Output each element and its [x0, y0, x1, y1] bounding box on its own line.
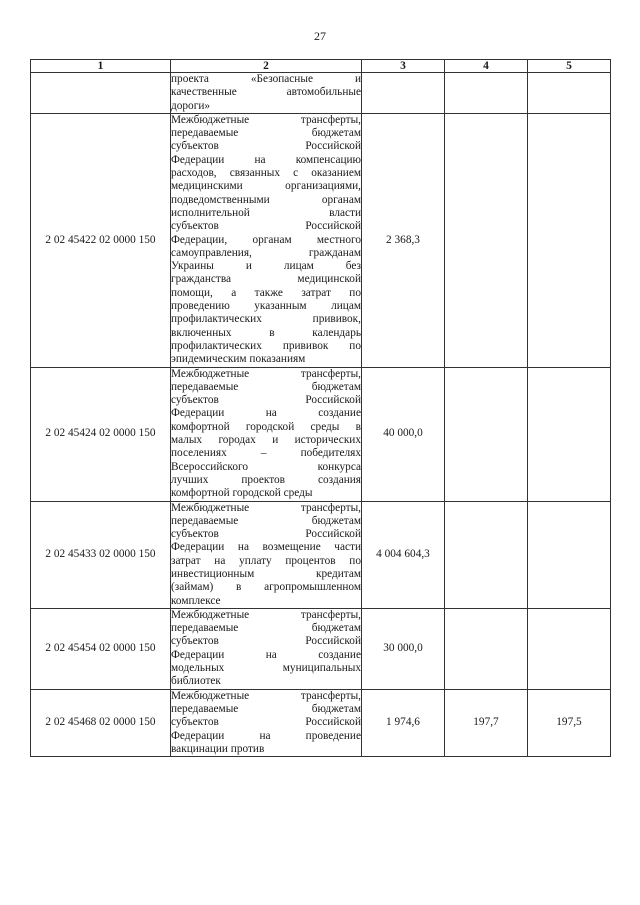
amount-cell-col5 [528, 367, 611, 501]
description-line: передаваемые бюджетам [171, 380, 361, 393]
page-number: 27 [314, 29, 326, 43]
amount-cell-col4 [445, 608, 528, 689]
description-cell [171, 608, 362, 689]
description-line: субъектов Российской [171, 220, 361, 233]
description-line: медицинскими организациями, [171, 180, 361, 193]
amount-cell-col3: 1 974,6 [362, 689, 445, 756]
description-line: передаваемые бюджетам [171, 514, 361, 527]
description-line: библиотек [171, 675, 221, 688]
description-line: затрат на уплату процентов по [171, 554, 361, 567]
description-line: комплексе [171, 594, 221, 607]
description-line: проведению указанным лицам [171, 300, 361, 313]
description-line: комфортной городской среды в [171, 420, 361, 433]
amount-cell-col3 [362, 73, 445, 114]
table-header-row [31, 60, 611, 73]
description-line: Федерации на компенсацию [171, 153, 361, 166]
description-line: модельных муниципальных [171, 662, 361, 675]
description-line: расходов, связанных с оказанием [171, 167, 361, 180]
amount-cell-col4 [445, 73, 528, 114]
table-row [31, 689, 611, 756]
description-line: включенных в календарь [171, 326, 361, 339]
description-line: поселениях – победителях [171, 447, 361, 460]
description-line: субъектов Российской [171, 716, 361, 729]
description-line: передаваемые бюджетам [171, 127, 361, 140]
description-line: исполнительной власти [171, 206, 361, 219]
table-body [31, 73, 611, 757]
description-line: субъектов Российской [171, 394, 361, 407]
table-row [31, 73, 611, 114]
description-line: Федерации, органам местного [171, 233, 361, 246]
description-line: помощи, а также затрат по [171, 286, 361, 299]
description-line: инвестиционным кредитам [171, 567, 361, 580]
amount-cell-col5 [528, 608, 611, 689]
description-line: гражданства медицинской [171, 273, 361, 286]
revenue-code-cell: 2 02 45424 02 0000 150 [31, 367, 171, 501]
description-line: проекта «Безопасные и [171, 73, 361, 85]
revenue-code-cell [31, 73, 171, 114]
description-line: Межбюджетные трансферты, [171, 113, 361, 126]
amount-cell-col4 [445, 367, 528, 501]
description-line: эпидемическим показаниям [171, 353, 306, 366]
description-line: профилактических прививок по [171, 339, 361, 352]
amount-cell-col3: 40 000,0 [362, 367, 445, 501]
amount-cell-col3: 30 000,0 [362, 608, 445, 689]
description-line: самоуправления, гражданам [171, 246, 361, 259]
amount-cell-col4 [445, 113, 528, 367]
amount-cell-col4: 197,7 [445, 689, 528, 756]
description-line: лучших проектов создания [171, 473, 361, 486]
description-cell [171, 367, 362, 501]
description-line: (займам) в агропромышленном [171, 581, 361, 594]
table-row [31, 113, 611, 367]
column-header-2: 2 [171, 60, 362, 73]
amount-cell-col5 [528, 113, 611, 367]
description-line: Межбюджетные трансферты, [171, 608, 361, 621]
description-line: Межбюджетные трансферты, [171, 367, 361, 380]
description-line: Всероссийского конкурса [171, 460, 361, 473]
revenue-code-cell: 2 02 45422 02 0000 150 [31, 113, 171, 367]
column-header-4: 4 [445, 60, 528, 73]
table-row [31, 367, 611, 501]
column-header-1: 1 [31, 60, 171, 73]
description-line: субъектов Российской [171, 528, 361, 541]
description-line: субъектов Российской [171, 635, 361, 648]
amount-cell-col4 [445, 501, 528, 608]
description-line: качественные автомобильные [171, 86, 361, 99]
description-line: Федерации на проведение [171, 729, 361, 742]
description-line: Межбюджетные трансферты, [171, 501, 361, 514]
description-line: Федерации на возмещение части [171, 541, 361, 554]
table-row [31, 501, 611, 608]
description-cell [171, 501, 362, 608]
description-line: комфортной городской среды [171, 487, 313, 500]
description-line: Украины и лицам без [171, 260, 361, 273]
amount-cell-col5 [528, 73, 611, 114]
amount-cell-col5 [528, 501, 611, 608]
revenue-code-cell: 2 02 45454 02 0000 150 [31, 608, 171, 689]
description-line: подведомственными органам [171, 193, 361, 206]
description-line: малых городах и исторических [171, 434, 361, 447]
revenue-code-cell: 2 02 45433 02 0000 150 [31, 501, 171, 608]
description-line: передаваемые бюджетам [171, 702, 361, 715]
description-line: дороги» [171, 99, 211, 112]
revenue-code-cell: 2 02 45468 02 0000 150 [31, 689, 171, 756]
amount-cell-col3: 2 368,3 [362, 113, 445, 367]
amount-cell-col3: 4 004 604,3 [362, 501, 445, 608]
amount-cell-col5: 197,5 [528, 689, 611, 756]
description-line: Межбюджетные трансферты, [171, 689, 361, 702]
budget-table [30, 59, 611, 757]
description-line: вакцинации против [171, 742, 265, 755]
description-line: субъектов Российской [171, 140, 361, 153]
description-line: профилактических прививок, [171, 313, 361, 326]
description-line: Федерации на создание [171, 407, 361, 420]
column-header-5: 5 [528, 60, 611, 73]
column-header-3: 3 [362, 60, 445, 73]
table-row [31, 608, 611, 689]
description-cell [171, 73, 362, 114]
description-cell [171, 689, 362, 756]
description-cell [171, 113, 362, 367]
description-line: Федерации на создание [171, 648, 361, 661]
description-line: передаваемые бюджетам [171, 622, 361, 635]
